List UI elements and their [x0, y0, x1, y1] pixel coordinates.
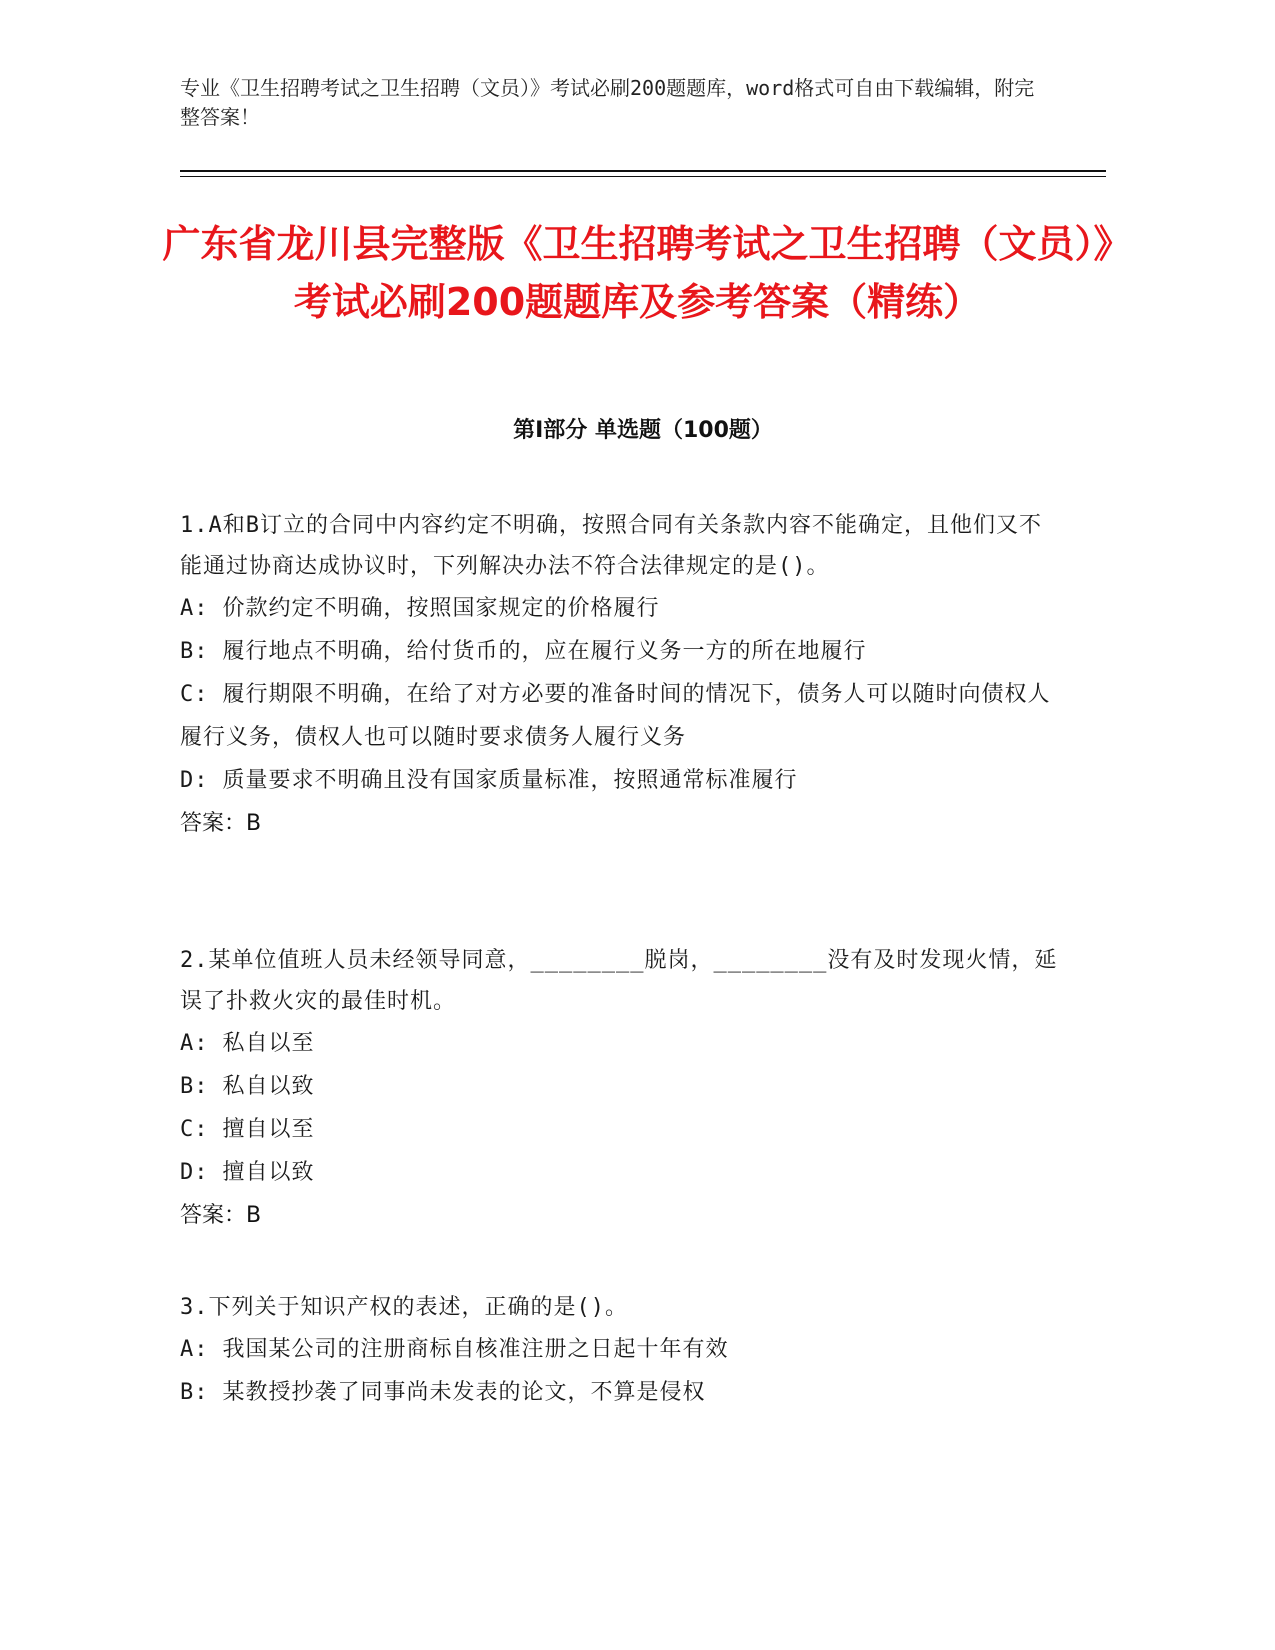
option-text: 我国某公司的注册商标自核准注册之日起十年有效: [222, 1337, 729, 1362]
question-block-1: [180, 505, 1060, 845]
option-text: 履行地点不明确，给付货币的，应在履行义务一方的所在地履行: [222, 639, 867, 664]
question-text: 3.下列关于知识产权的表述，正确的是()。: [180, 1295, 628, 1320]
option-a: [180, 1022, 1060, 1065]
header-divider-thin: [180, 176, 1106, 177]
option-a: [180, 1328, 1060, 1371]
option-d: [180, 759, 1060, 802]
option-text: 擅自以至: [222, 1117, 315, 1142]
header-note: 专业《卫生招聘考试之卫生招聘（文员）》考试必刷200题题库，word格式可自由下载编辑，附完整答案！: [180, 76, 1035, 129]
option-key: A:: [180, 596, 209, 621]
option-key: A:: [180, 1031, 209, 1056]
option-text: 私自以至: [222, 1031, 315, 1056]
document-title: 广东省龙川县完整版《卫生招聘考试之卫生招聘（文员）》考试必刷200题题库及参考答案（精练）: [162, 222, 1113, 324]
option-key: B:: [180, 1074, 209, 1099]
header-divider-thick: [180, 170, 1106, 172]
option-key: D:: [180, 1160, 209, 1185]
option-c: [180, 673, 1060, 759]
option-a: [180, 587, 1060, 630]
answer-line: 答案：B: [180, 1203, 262, 1228]
option-text: 质量要求不明确且没有国家质量标准，按照通常标准履行: [222, 768, 798, 793]
section-title: 第Ⅰ部分 单选题（100题）: [513, 418, 773, 443]
option-key: D:: [180, 768, 209, 793]
option-c: [180, 1108, 1060, 1151]
option-key: A:: [180, 1337, 209, 1362]
option-text: 履行期限不明确，在给了对方必要的准备时间的情况下，债务人可以随时向债权人履行义务，债权人也可以随时要求债务人履行义务: [180, 682, 1051, 750]
option-key: C:: [180, 1117, 209, 1142]
question-block-2: [180, 940, 1060, 1237]
option-text: 私自以致: [222, 1074, 315, 1099]
option-text: 某教授抄袭了同事尚未发表的论文，不算是侵权: [222, 1380, 706, 1405]
question-block-3: [180, 1287, 1060, 1414]
option-key: B:: [180, 1380, 209, 1405]
option-key: C:: [180, 682, 209, 707]
option-key: B:: [180, 639, 209, 664]
question-text: 2.某单位值班人员未经领导同意，________脱岗，________没有及时发现火情，延误了扑救火灾的最佳时机。: [180, 948, 1058, 1014]
option-b: [180, 1065, 1060, 1108]
answer-line: 答案：B: [180, 811, 262, 836]
option-text: 擅自以致: [222, 1160, 315, 1185]
question-text: 1.A和B订立的合同中内容约定不明确，按照合同有关条款内容不能确定，且他们又不能通过协商达成协议时，下列解决办法不符合法律规定的是()。: [180, 513, 1042, 579]
option-b: [180, 1371, 1060, 1414]
option-d: [180, 1151, 1060, 1194]
option-b: [180, 630, 1060, 673]
option-text: 价款约定不明确，按照国家规定的价格履行: [222, 596, 660, 621]
